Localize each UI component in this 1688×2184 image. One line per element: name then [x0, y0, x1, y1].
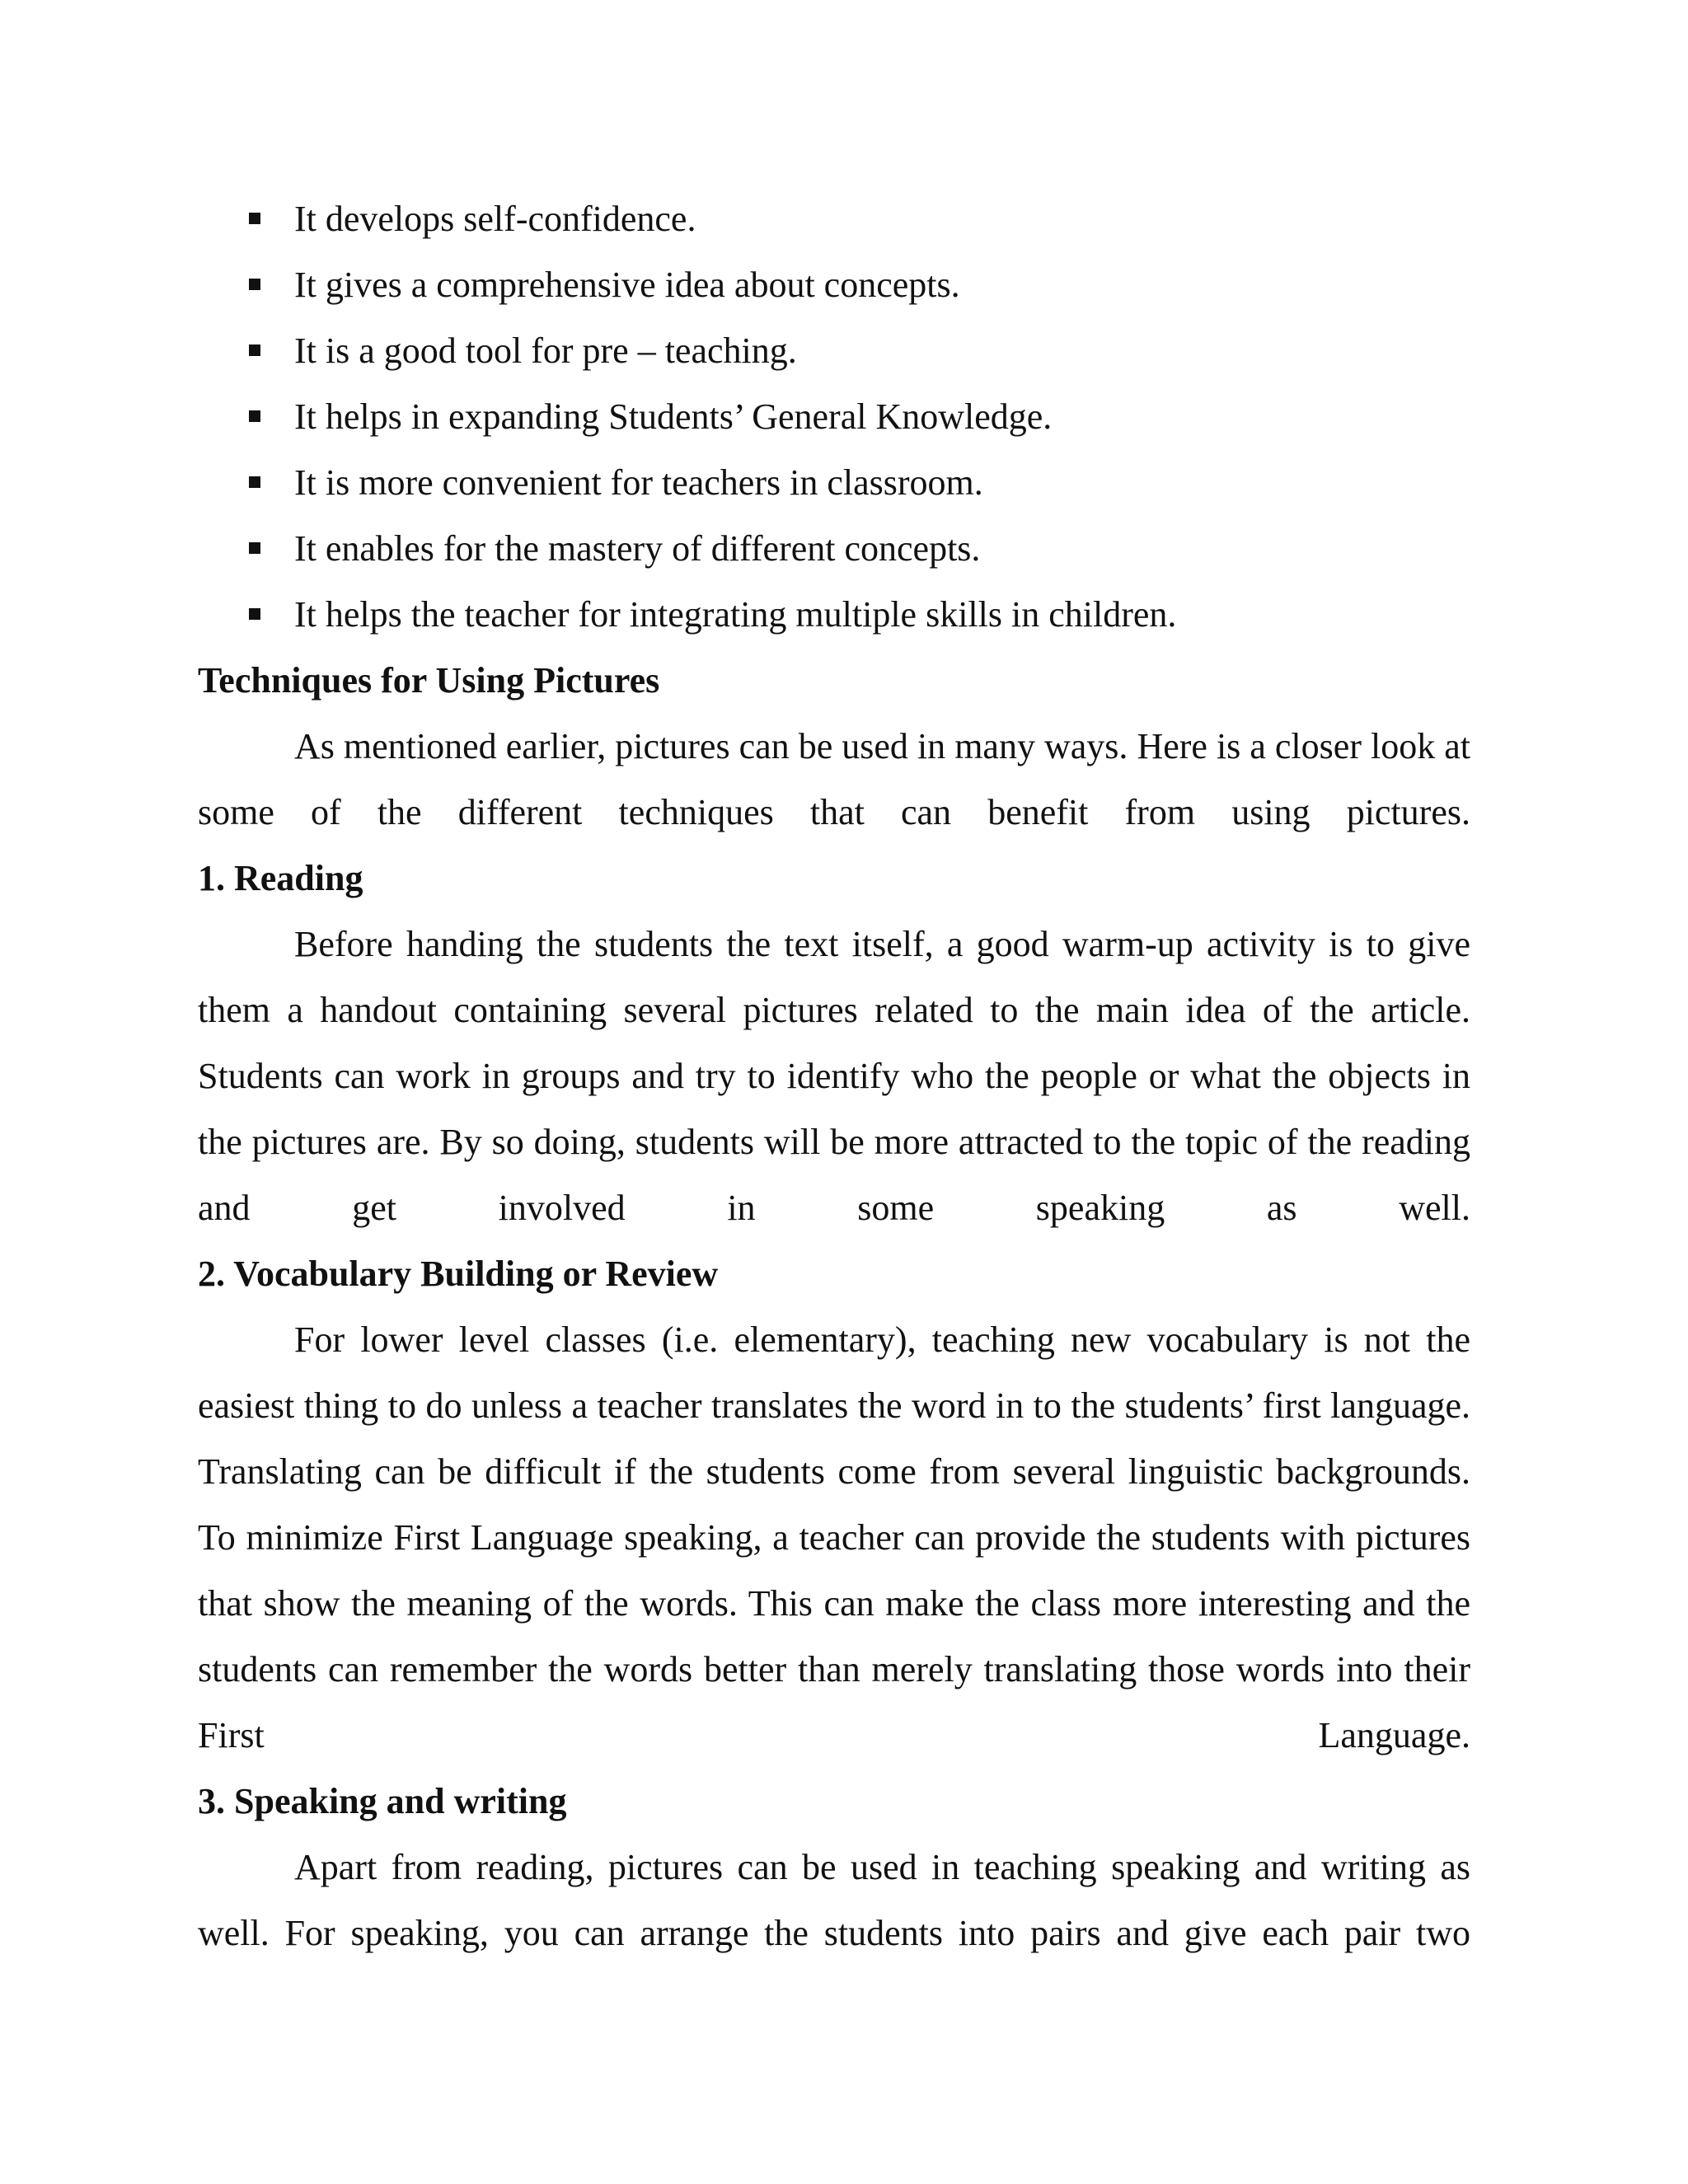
bullet-text: It helps in expanding Students’ General Knowledge. — [294, 396, 1053, 437]
bullet-item — [198, 186, 1470, 252]
square-bullet-icon — [249, 542, 260, 554]
bullet-item — [198, 384, 1470, 450]
square-bullet-icon — [249, 213, 260, 224]
section-paragraph-reading: Before handing the students the text itself, a good warm-up activity is to give them a handout containing several pictures related to the main idea of the article. Students can work in groups and try to identify who the people or what the objects in the pictures are. By so doing, students will be more attracted to the topic of the reading and get involved in some speaking as well. — [198, 924, 1470, 1228]
section-paragraph-speaking-writing: Apart from reading, pictures can be used in teaching speaking and writing as well. For speaking, you can arrange the students into pairs and give each pair two — [198, 1847, 1470, 1953]
bullet-item — [198, 516, 1470, 582]
bullet-item — [198, 318, 1470, 384]
bullet-text: It is a good tool for pre – teaching. — [294, 330, 797, 371]
square-bullet-icon — [249, 476, 260, 488]
bullet-item — [198, 252, 1470, 318]
page-content — [198, 186, 1470, 1966]
bullet-text: It enables for the mastery of different concepts. — [294, 528, 981, 569]
section-heading-speaking-writing: 3. Speaking and writing — [198, 1781, 567, 1821]
section-heading-techniques: Techniques for Using Pictures — [198, 660, 660, 701]
square-bullet-icon — [249, 344, 260, 356]
bullet-item — [198, 582, 1470, 648]
bullet-item — [198, 450, 1470, 516]
square-bullet-icon — [249, 410, 260, 422]
section-paragraph-techniques: As mentioned earlier, pictures can be used in many ways. Here is a closer look at some of the different techniques that can benefit from using pictures. — [198, 726, 1470, 832]
section-heading-vocabulary: 2. Vocabulary Building or Review — [198, 1254, 719, 1294]
benefits-bullet-list — [198, 186, 1470, 648]
square-bullet-icon — [249, 279, 260, 290]
bullet-text: It helps the teacher for integrating multiple skills in children. — [294, 594, 1177, 635]
bullet-text: It gives a comprehensive idea about concepts. — [294, 265, 960, 305]
square-bullet-icon — [249, 608, 260, 620]
section-paragraph-vocabulary: For lower level classes (i.e. elementary), teaching new vocabulary is not the easiest thing to do unless a teacher translates the word in to the students’ first language. Translating can be difficult if the students come from several linguistic backgrounds. To minimize First Language speaking, a teacher can provide the students with pictures that show the meaning of the words. This can make the class more interesting and the students can remember the words better than merely translating those words into their First Language. — [198, 1319, 1470, 1755]
bullet-text: It is more convenient for teachers in classroom. — [294, 462, 983, 503]
section-heading-reading: 1. Reading — [198, 858, 363, 898]
bullet-text: It develops self-confidence. — [294, 199, 696, 239]
